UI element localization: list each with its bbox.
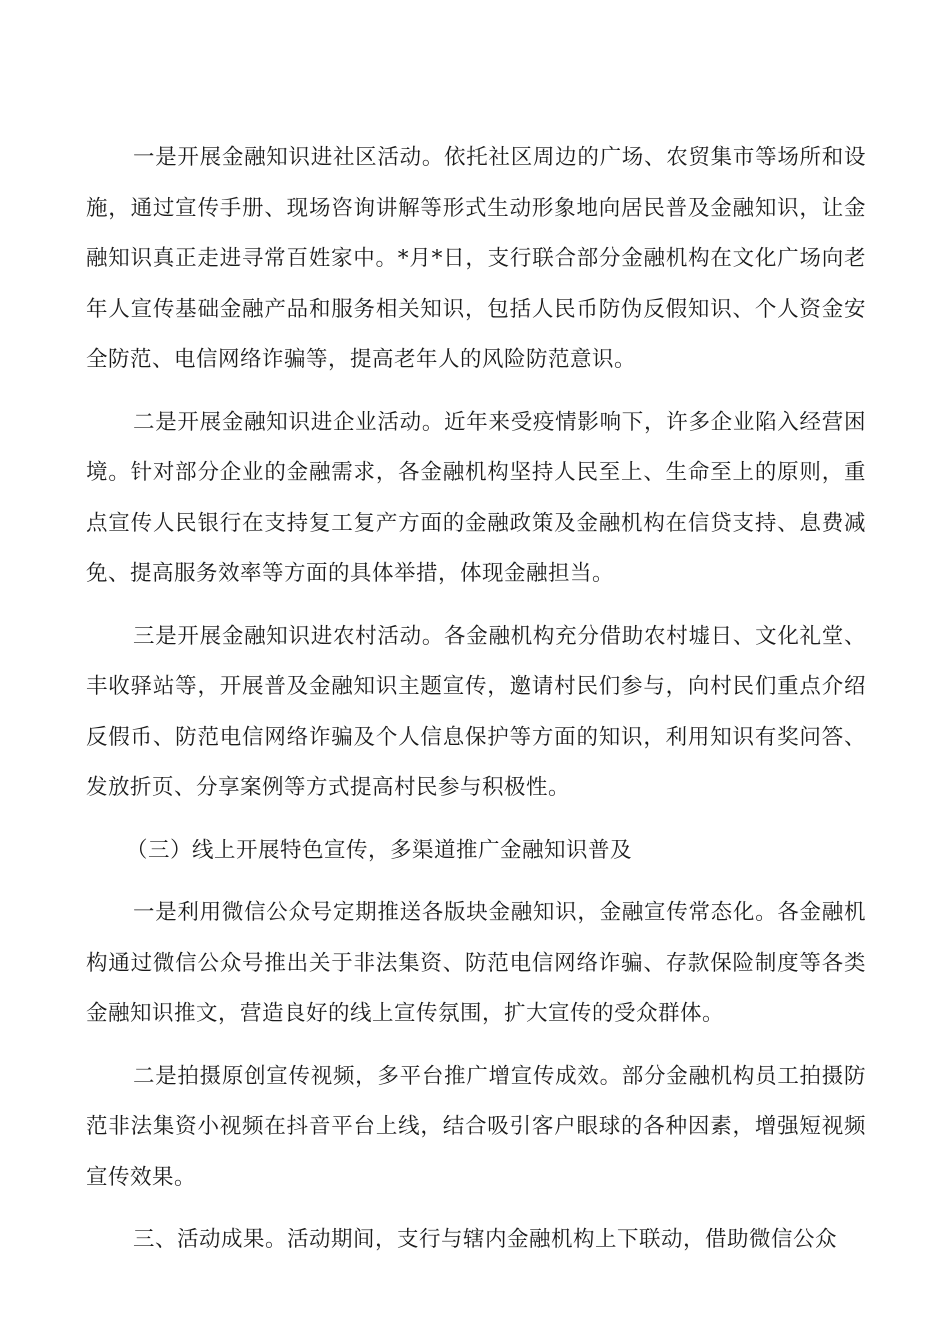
paragraph-enterprise-activity: 二是开展金融知识进企业活动。近年来受疫情影响下，许多企业陷入经营困境。针对部分企业的金融需求，各金融机构坚持人民至上、生命至上的原则，重点宣传人民银行在支持复工复产方面的金融政策及金融机构在信贷支持、息费减免、提高服务效率等方面的具体举措，体现金融担当。 — [86, 409, 866, 586]
document-body — [86, 133, 866, 1266]
paragraph-rural-activity: 三是开展金融知识进农村活动。各金融机构充分借助农村墟日、文化礼堂、丰收驿站等，开展普及金融知识主题宣传，邀请村民们参与，向村民们重点介绍反假币、防范电信网络诈骗及个人信息保护等方面的知识，利用知识有奖问答、发放折页、分享案例等方式提高村民参与积极性。 — [86, 623, 866, 800]
paragraph-activity-results: 三、活动成果。活动期间，支行与辖内金融机构上下联动，借助微信公众 — [133, 1227, 838, 1252]
paragraph-video-promotion: 二是拍摄原创宣传视频，多平台推广增宣传成效。部分金融机构员工拍摄防范非法集资小视频在抖音平台上线，结合吸引客户眼球的各种因素，增强短视频宣传效果。 — [86, 1063, 866, 1190]
section-heading-online-promotion: （三）线上开展特色宣传，多渠道推广金融知识普及 — [126, 837, 633, 863]
paragraph-wechat-promotion: 一是利用微信公众号定期推送各版块金融知识，金融宣传常态化。各金融机构通过微信公众号推出关于非法集资、防范电信网络诈骗、存款保险制度等各类金融知识推文，营造良好的线上宣传氛围，扩大宣传的受众群体。 — [86, 900, 866, 1026]
paragraph-community-activity: 一是开展金融知识进社区活动。依托社区周边的广场、农贸集市等场所和设施，通过宣传手册、现场咨询讲解等形式生动形象地向居民普及金融知识，让金融知识真正走进寻常百姓家中。*月*日，支行联合部分金融机构在文化广场向老年人宣传基础金融产品和服务相关知识，包括人民币防伪反假知识、个人资金安全防范、电信网络诈骗等，提高老年人的风险防范意识。 — [86, 145, 866, 372]
